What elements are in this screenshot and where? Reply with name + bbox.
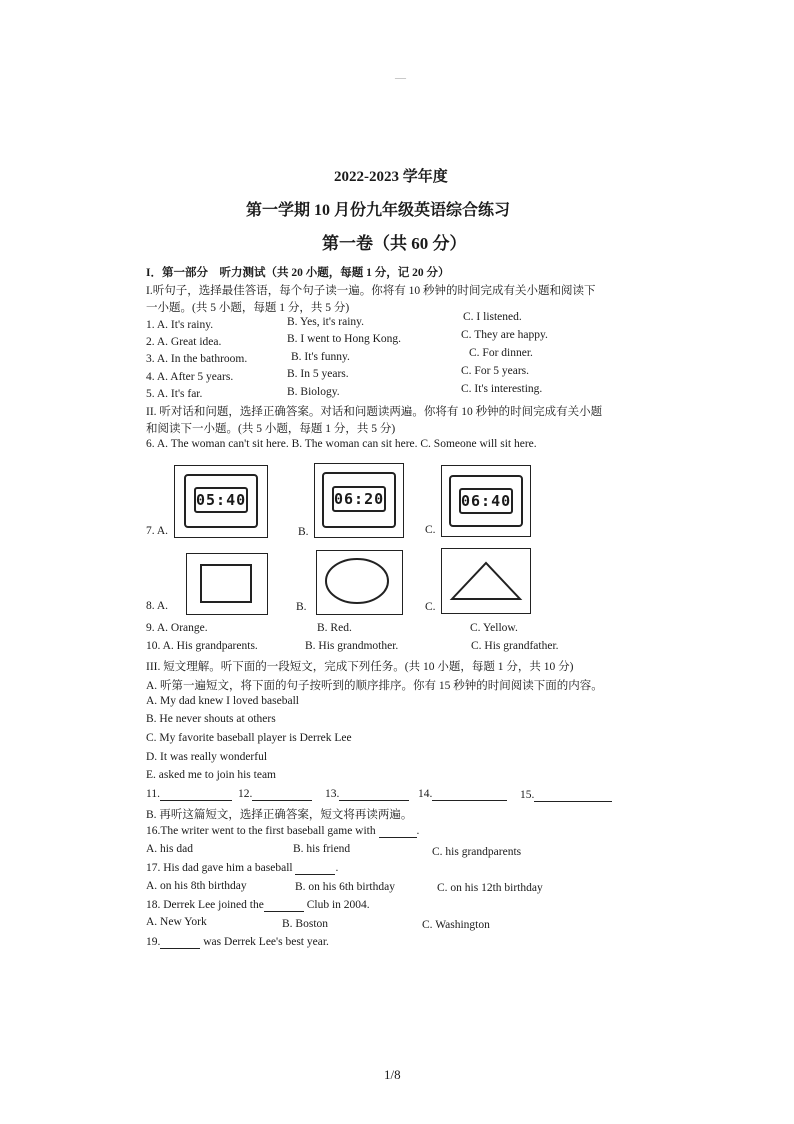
- ordering-sentence-c: C. My favorite baseball player is Derrek Lee: [146, 732, 352, 744]
- q10-option-a: 10. A. His grandparents.: [146, 640, 258, 652]
- q8-rectangle-picture: [186, 553, 268, 615]
- q18-stem: [146, 899, 370, 912]
- ordering-sentence-b: B. He never shouts at others: [146, 713, 276, 725]
- q3-option-c: C. For dinner.: [469, 347, 533, 359]
- q17-stem: [146, 862, 338, 875]
- school-year: 2022-2023 学年度: [334, 169, 448, 185]
- q16-stem: [146, 825, 419, 838]
- q7-label-c: C.: [425, 524, 436, 536]
- q19-stem: [146, 936, 329, 949]
- q7-clock-a-time: 05:40: [194, 487, 248, 513]
- q2-option-b: B. I went to Hong Kong.: [287, 333, 402, 345]
- section2-instruction-line1: II. 听对话和问题，选择正确答案。对话和问题读两遍。你将有 10 秒钟的时间完成有关小题: [146, 406, 603, 418]
- blank-number: 11.: [146, 788, 160, 800]
- q7-clock-b-frame: [322, 472, 396, 528]
- q17-text: 17. His dad gave him a baseball: [146, 862, 293, 874]
- q7-label-b: B.: [298, 526, 309, 538]
- q16-end: .: [416, 825, 420, 837]
- triangle-shape-icon: [442, 549, 530, 613]
- q17-end: .: [335, 862, 339, 874]
- q17-option-a: A. on his 8th birthday: [146, 880, 247, 892]
- q7-clock-a-picture: [174, 465, 268, 538]
- q8-label-a: 8. A.: [146, 600, 169, 612]
- q18-option-c: C. Washington: [422, 919, 490, 931]
- blank-number: 15.: [520, 789, 535, 801]
- q9-option-a: 9. A. Orange.: [146, 622, 208, 634]
- q7-clock-b-picture: [314, 463, 404, 538]
- q19-end: was Derrek Lee's best year.: [200, 936, 329, 948]
- answer-blank-12[interactable]: [238, 788, 312, 801]
- q16-text: 16.The writer went to the first baseball game with: [146, 825, 376, 837]
- section3-b-instruction: B. 再听这篇短文，选择正确答案，短文将再读两遍。: [146, 809, 413, 821]
- q2-option-c: C. They are happy.: [461, 329, 548, 341]
- q17-option-c: C. on his 12th birthday: [437, 882, 543, 894]
- answer-blank-11[interactable]: [146, 788, 232, 801]
- section3-heading: III. 短文理解。听下面的一段短文，完成下列任务。(共 10 小题，每题 1 分，共 10 分): [146, 661, 574, 673]
- blank-number: 12.: [238, 788, 253, 800]
- q19-blank[interactable]: [160, 936, 200, 949]
- q18-blank[interactable]: [264, 899, 304, 912]
- q1-option-a: 1. A. It's rainy.: [146, 319, 214, 331]
- q7-clock-c-time: 06:40: [459, 488, 513, 514]
- q7-clock-c-frame: [449, 475, 523, 527]
- blank-number: 13.: [325, 788, 340, 800]
- answer-blank-14[interactable]: [418, 788, 507, 801]
- q8-oval-picture: [316, 550, 403, 615]
- q8-triangle-picture: [441, 548, 531, 614]
- q16-option-a: A. his dad: [146, 843, 193, 855]
- q3-option-a: 3. A. In the bathroom.: [146, 353, 248, 365]
- page-title: 第一学期 10 月份九年级英语综合练习: [246, 202, 511, 219]
- blank-number: 14.: [418, 788, 433, 800]
- q19-number: 19.: [146, 936, 161, 948]
- q7-clock-c-picture: [441, 465, 531, 537]
- oval-shape-icon: [317, 551, 402, 614]
- q7-label-a: 7. A.: [146, 525, 169, 537]
- q16-blank[interactable]: [379, 825, 417, 838]
- q8-label-b: B.: [296, 601, 307, 613]
- q6-options: 6. A. The woman can't sit here. B. The woman can sit here. C. Someone will sit here.: [146, 438, 537, 450]
- blank-line[interactable]: [339, 788, 409, 801]
- rectangle-shape-icon: [187, 554, 267, 614]
- q4-option-c: C. For 5 years.: [461, 365, 530, 377]
- answer-blank-13[interactable]: [325, 788, 409, 801]
- blank-line[interactable]: [534, 789, 612, 802]
- blank-line[interactable]: [160, 788, 232, 801]
- q8-label-c: C.: [425, 601, 436, 613]
- q16-option-b: B. his friend: [293, 843, 351, 855]
- part1-heading: I．第一部分 听力测试（共 20 小题，每题 1 分，记 20 分）: [146, 267, 450, 279]
- ordering-sentence-a: A. My dad knew I loved baseball: [146, 695, 299, 707]
- ordering-sentence-e: E. asked me to join his team: [146, 769, 276, 781]
- section2-instruction-line2: 和阅读下一小题。(共 5 小题，每题 1 分，共 5 分): [146, 423, 396, 435]
- q18-text: 18. Derrek Lee joined the: [146, 899, 264, 911]
- q16-option-c: C. his grandparents: [432, 846, 522, 858]
- q5-option-b: B. Biology.: [287, 386, 340, 398]
- q4-option-a: 4. A. After 5 years.: [146, 371, 234, 383]
- ordering-sentence-d: D. It was really wonderful: [146, 751, 268, 763]
- blank-line[interactable]: [432, 788, 507, 801]
- blank-line[interactable]: [252, 788, 312, 801]
- q5-option-a: 5. A. It's far.: [146, 388, 203, 400]
- page-number: 1/8: [384, 1067, 401, 1082]
- top-mark: —: [395, 72, 406, 84]
- q9-option-c: C. Yellow.: [470, 622, 518, 634]
- q18-option-a: A. New York: [146, 916, 207, 928]
- q17-blank[interactable]: [295, 862, 335, 875]
- answer-blank-15[interactable]: [520, 789, 612, 802]
- volume-title: 第一卷（共 60 分）: [322, 234, 467, 253]
- section3-a-instruction: A. 听第一遍短文，将下面的句子按听到的顺序排序。你有 15 秒钟的时间阅读下面的内容。: [146, 680, 603, 692]
- q10-option-c: C. His grandfather.: [471, 640, 559, 652]
- q7-clock-b-time: 06:20: [332, 486, 386, 512]
- q2-option-a: 2. A. Great idea.: [146, 336, 222, 348]
- q1-option-c: C. I listened.: [463, 311, 522, 323]
- q17-option-b: B. on his 6th birthday: [295, 881, 395, 893]
- q4-option-b: B. In 5 years.: [287, 368, 349, 380]
- q18-option-b: B. Boston: [282, 918, 329, 930]
- q5-option-c: C. It's interesting.: [461, 383, 543, 395]
- q7-clock-a-frame: [184, 474, 258, 528]
- q18-end: Club in 2004.: [303, 899, 370, 911]
- q3-option-b: B. It's funny.: [291, 351, 350, 363]
- q1-option-b: B. Yes, it's rainy.: [287, 316, 365, 328]
- q9-option-b: B. Red.: [317, 622, 352, 634]
- section1-instruction-line1: I.听句子，选择最佳答语，每个句子读一遍。你将有 10 秒钟的时间完成有关小题和阅读下: [146, 285, 596, 297]
- section1-instruction-line2: 一小题。(共 5 小题，每题 1 分，共 5 分): [146, 302, 350, 314]
- q10-option-b: B. His grandmother.: [305, 640, 399, 652]
